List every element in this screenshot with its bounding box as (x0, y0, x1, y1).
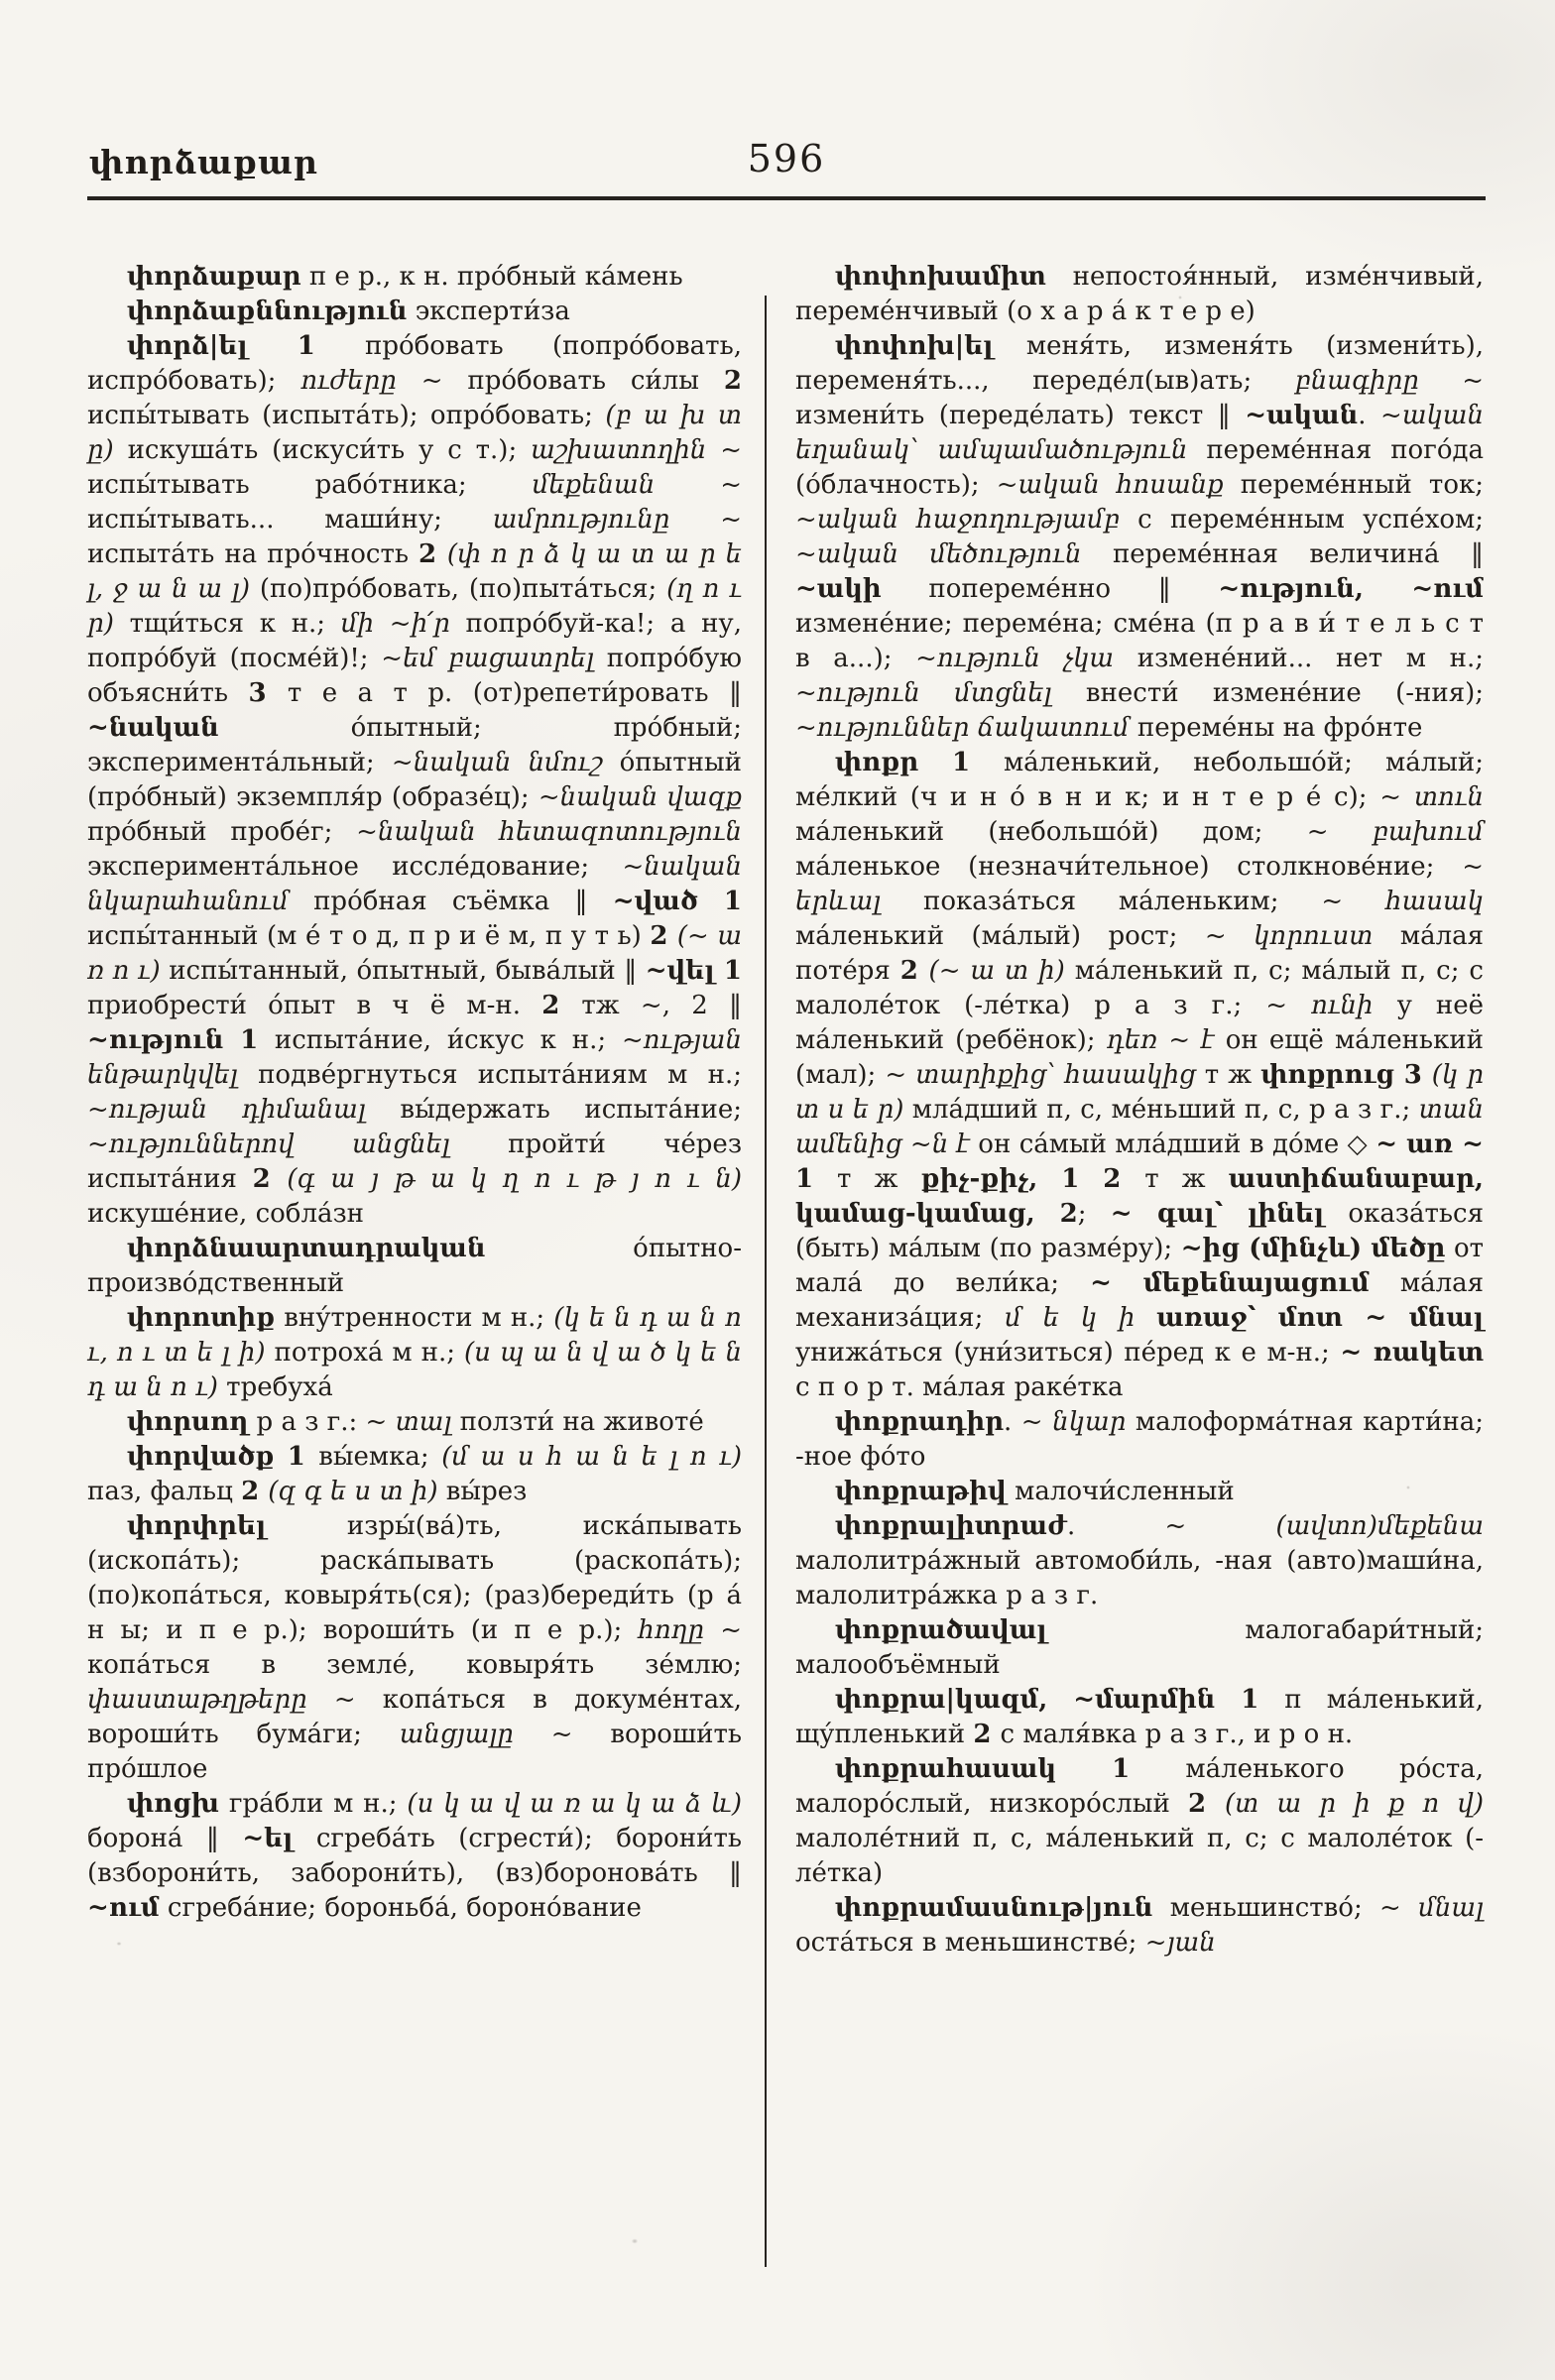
text-run: вы́рез (437, 1477, 528, 1506)
text-run: դեռ (1106, 1025, 1158, 1055)
text-run: ползти́ на животе́ (451, 1407, 704, 1437)
text-run: попро́бую объясни́ть (87, 644, 743, 708)
text-run: մ ե կ ի (1005, 1303, 1157, 1333)
text-run: от мала́ до вели́ка; (795, 1234, 1484, 1298)
text-run: ~ական մեծություն (795, 539, 1082, 569)
text-run: непостоя́нный, изме́нчивый, переме́нчивый (о х а р а́ к т е р е) (795, 262, 1484, 326)
text-run: 2 (973, 1720, 1001, 1749)
text-run: ма́ленький (небольшо́й) дом; ~ (795, 817, 1373, 847)
dictionary-entry (87, 260, 742, 295)
text-run: (բ ա խ տ ը) (87, 401, 743, 465)
text-run: ~ական հոսանք (996, 470, 1224, 500)
text-run: փորփրել (127, 1511, 267, 1541)
text-run: (ս կ ա վ ա ռ ա կ ա ձ և) (407, 1789, 742, 1819)
text-run: 2 (899, 956, 929, 986)
text-run: փոքրամասնութ|յուն (835, 1893, 1153, 1923)
dictionary-entry (795, 260, 1484, 329)
text-run: ма́ленький (ма́лый) рост; ~ (795, 921, 1255, 951)
text-run: ~ություն չկա (915, 644, 1115, 673)
dictionary-entry (87, 1301, 742, 1405)
dictionary-entry (795, 1475, 1484, 1509)
dictionary-entry (87, 295, 742, 329)
text-run: 3 (248, 678, 288, 708)
text-run: փոքրա|կազմ, ~մարմին 1 (835, 1685, 1285, 1715)
text-run: մի (340, 609, 375, 639)
dictionary-entry (87, 1232, 742, 1301)
text-run: ма́лая поте́ря (795, 921, 1484, 986)
text-run: փորվածք 1 (127, 1442, 319, 1472)
text-run: հողը (638, 1615, 704, 1645)
text-run: сгреба́ние; бороньба́, бороно́вание (159, 1893, 642, 1923)
text-run: с п о р т. ма́лая раке́тка (795, 1372, 1124, 1402)
text-run: тщи́ться к н.; (113, 609, 341, 639)
text-run: ~նական հետազոտություն (356, 817, 742, 847)
dictionary-entry (795, 1752, 1484, 1891)
text-run: ма́ленького ро́ста, малоро́слый, низкоро́слый (795, 1754, 1484, 1819)
text-run: тж ~, 2 ‖ (581, 991, 742, 1020)
text-run: մնալ (1418, 1893, 1484, 1923)
text-run: т ж (1195, 1060, 1261, 1090)
text-run: он ещё ма́ленький (мал); ~ (795, 1025, 1484, 1090)
text-run: (կ ր տ ս ե ր) (795, 1060, 1484, 1125)
text-run: 2 (541, 991, 582, 1020)
text-run: борона́ ‖ (87, 1824, 243, 1853)
text-run: փոքրադիր (835, 1407, 1005, 1437)
text-run: փոքրաթիվ (835, 1477, 1007, 1506)
text-run: малочи́сленный (1006, 1477, 1235, 1506)
text-run: ~ության դիմանալ (87, 1095, 366, 1125)
text-run: пройти́ че́рез испыта́ния (87, 1130, 742, 1194)
dictionary-entry (795, 746, 1484, 1405)
text-run: տուն (1413, 782, 1484, 812)
dictionary-entry (795, 329, 1484, 746)
text-run: փոքր 1 (835, 748, 1004, 777)
column-left (87, 260, 742, 1961)
text-run: (~ ա տ ի) (928, 956, 1065, 986)
text-run: ~ մեքենայացում (1090, 1268, 1370, 1298)
text-run: про́бный пробе́г; (87, 817, 357, 847)
text-run: փոփոխ|ել (835, 331, 994, 361)
text-run: փոքրահասակ 1 (835, 1754, 1186, 1784)
text-run: 2 (241, 1477, 269, 1506)
text-run: искуша́ть (искуси́ть у с т.); (113, 435, 532, 465)
text-run: 2 (1187, 1789, 1226, 1819)
text-run: ~յան (1144, 1928, 1216, 1958)
text-run: вну́тренности м н.; (275, 1303, 554, 1333)
page-header (87, 139, 1486, 202)
text-columns (87, 260, 1484, 1961)
text-run: ~ություններ ճակատում (795, 713, 1130, 743)
text-run: ի՛ր (411, 609, 450, 639)
dictionary-entry (87, 1787, 742, 1926)
text-run: ма́ленькое (незначи́тельное) столкнове́ние; ~ (795, 852, 1484, 882)
text-run: испы́танный (м е́ т о д, п р и ё м, п у т ь) (87, 921, 651, 951)
text-run: (ավտո)մեքենա (1275, 1511, 1484, 1541)
text-run: попереме́нно ‖ (881, 574, 1219, 604)
text-run: փաստաթղթերը (87, 1685, 307, 1715)
text-run: измене́ний... нет м н.; (1114, 644, 1484, 673)
dictionary-entry (795, 1683, 1484, 1752)
running-head: փորձաքար (89, 143, 318, 181)
text-run: տալ (395, 1407, 452, 1437)
text-run: внести́ измене́ние (-ния); (1051, 678, 1484, 708)
text-run: ма́ленький п, с; ма́лый п, с; с малоле́ток (-ле́тка) р а з г.; ~ (795, 956, 1484, 1020)
text-run: про́бовать (попро́бовать, испро́бовать); (87, 331, 742, 396)
dictionary-entry (795, 1613, 1484, 1683)
text-run: . ~ (1066, 1511, 1276, 1541)
text-run: փոքրալիտրաժ (835, 1511, 1067, 1541)
text-run: ~ակի (795, 574, 882, 604)
dictionary-entry (87, 1405, 742, 1440)
text-run: малоле́тний п, с, ма́ленький п, с; с малоле́ток (-ле́тка) (795, 1824, 1484, 1888)
text-run: ~ (374, 609, 412, 639)
text-run: приобрести́ о́пыт в ч ё м-н. (87, 991, 542, 1020)
text-run: (գ ա յ թ ա կ ղ ո ւ թ յ ո ւ ն) (287, 1164, 742, 1194)
text-run: ~ испы́тывать... маши́ну; (87, 470, 742, 535)
text-run: унижа́ться (уни́зиться) пе́ред к е м-н.; (795, 1338, 1341, 1368)
text-run: п ма́ленький, щу́пленький (795, 1685, 1484, 1749)
text-run: ма́ленький, небольшо́й; ма́лый; ме́лкий (ч и н о́ в н и к; и н т е р е́ с); ~ (795, 748, 1484, 812)
dictionary-entry (87, 1509, 742, 1787)
text-run: подве́ргнуться испыта́ниям м н.; (237, 1060, 742, 1090)
text-run: (կ ե ն դ ա ն ո ւ, ո ւ տ ե լ ի) (87, 1303, 743, 1368)
text-run: ~ության ենթարկվել (87, 1025, 742, 1090)
text-run: о́пытно-произво́дственный (87, 1234, 742, 1298)
text-run: երևալ (795, 887, 882, 916)
dictionary-entry (795, 1891, 1484, 1961)
text-run: ~ испы́тывать рабо́тника; (87, 435, 742, 500)
text-run: ամրությունը (492, 505, 670, 535)
text-run: ~ել (242, 1824, 294, 1853)
text-run: փորձնաարտադրական (127, 1234, 486, 1263)
text-run: (փ ո ր ձ կ ա տ ա ր ե լ, ջ ա ն ա լ) (87, 539, 743, 604)
dictionary-entry (795, 1509, 1484, 1613)
text-run: малогабари́тный; малообъёмный (795, 1615, 1484, 1680)
text-run: испыта́ние, и́скус к н.; (274, 1025, 622, 1055)
dictionary-entry (87, 329, 742, 1232)
text-run: 2 (723, 366, 742, 396)
text-run: փոքրուց 3 (1260, 1060, 1432, 1090)
text-run: է (1201, 1025, 1215, 1055)
text-run: ма́лая механиза́ция; (795, 1268, 1484, 1333)
text-run: вы́держать испыта́ние; (365, 1095, 743, 1125)
text-run: բնագիրը (1294, 366, 1419, 396)
text-run: паз, фальц (87, 1477, 242, 1506)
text-run: испы́тывать (испыта́ть); опро́бовать; (87, 401, 606, 430)
text-run: ~ вороши́ть про́шлое (87, 1720, 742, 1784)
column-divider (765, 296, 767, 2267)
text-run: (~ ա ռ ո ւ) (87, 921, 742, 986)
text-run: կորուստ (1254, 921, 1374, 951)
text-run: ~ (1157, 1025, 1202, 1055)
text-run: мла́дший п, с, ме́ньший п, с, р а з г.; (903, 1095, 1419, 1125)
text-run: показа́ться ма́леньким; ~ (881, 887, 1386, 916)
text-run: (ղ ո ւ ր) (87, 574, 742, 639)
text-run: (по)про́бовать, (по)пыта́ться; (250, 574, 667, 604)
text-run: (տ ա ր ի ք ո վ) (1225, 1789, 1484, 1819)
text-run: եմ բացատրել (403, 644, 595, 673)
text-run: (մ ա ս հ ա ն ե լ ո ւ) (441, 1442, 742, 1472)
text-run: ~ առ ~ 1 (795, 1130, 1484, 1194)
text-run: փորձաքննություն (127, 297, 408, 326)
dictionary-entry (87, 1440, 742, 1509)
text-run: մեքենան (532, 470, 656, 500)
text-run: անցյալը (399, 1720, 514, 1749)
page-number: 596 (747, 137, 826, 180)
text-run: ~ից (մինչև) մեծը (1180, 1234, 1446, 1263)
text-run: ուժերը (300, 366, 397, 396)
text-run: ~նական նմուշ (391, 748, 603, 777)
text-run: ~նական (87, 713, 219, 743)
column-right (795, 260, 1484, 1961)
text-run: оказа́ться (быть) ма́лым (по разме́ру); (795, 1199, 1485, 1263)
text-run: (զ գ ե ս տ ի) (268, 1477, 438, 1506)
text-run: ~ություններով անցնել (87, 1130, 450, 1159)
text-run: ~ություն մտցնել (795, 678, 1052, 708)
text-run: (ս պ ա ն վ ա ծ կ ե ն դ ա ն ո ւ) (87, 1338, 742, 1402)
text-run: նկար (1052, 1407, 1127, 1437)
text-run: т ж (1144, 1164, 1229, 1194)
text-run: փորոտիք (127, 1303, 276, 1333)
text-run: испы́танный, о́пытный, быва́лый ‖ (160, 956, 646, 986)
text-run: т ж (836, 1164, 921, 1194)
text-run: гра́бли м н.; (219, 1789, 408, 1819)
text-run: эксперимента́льное иссле́дование; (87, 852, 623, 882)
text-run: малолитра́жный автомоби́ль, -ная (авто)маши́на, малолитра́жка р а з г. (795, 1546, 1484, 1610)
text-run: տարիքից՝ հասակից (915, 1060, 1196, 1090)
text-run: ~ копа́ться в докуме́нтах, вороши́ть бума́ги; (87, 1685, 742, 1749)
text-run: про́бная съёмка ‖ (288, 887, 613, 916)
text-run: у неё ма́ленький (ребёнок); (795, 991, 1484, 1055)
text-run: բախում (1372, 817, 1484, 847)
text-run: աստիճանաբար, կամաց-կամաց, 2 (795, 1164, 1484, 1229)
text-run: вы́емка; (318, 1442, 442, 1472)
text-run: переме́нный ток; (1223, 470, 1484, 500)
text-run: с переме́нным успе́хом; (1119, 505, 1484, 535)
text-run: сгреба́ть (сгрести́); борони́ть (взборони́ть, заборони́ть), (вз)боронова́ть ‖ (87, 1824, 742, 1888)
text-run: изры́(ва́)ть, иска́пывать (ископа́ть); раска́пывать (раскопа́ть); (по)копа́ться, ковыря́ть(ся); (раз)береди́ть (р а́ н ы; и п е р.); вороши́ть (и п е р.); (87, 1511, 742, 1645)
text-run: оста́ться в меньшинстве́; (795, 1928, 1145, 1958)
text-run: ~նական վազք (538, 782, 742, 812)
text-run: ~ про́бовать си́лы (396, 366, 724, 396)
text-run: ; (1077, 1199, 1111, 1229)
text-run: меньшинство́; ~ (1152, 1893, 1419, 1923)
text-run: малоформа́тная карти́на; -ное фо́то (795, 1407, 1484, 1472)
text-run: ունի (1311, 991, 1374, 1020)
text-run: աշխատողին (531, 435, 707, 465)
header-rule (87, 196, 1486, 200)
text-run: меня́ть, изменя́ть (измени́ть), переменя́ть..., переде́л(ыв)ать; (795, 331, 1484, 396)
text-run: попро́буй-ка!; а ну, попро́буй (посме́й)!; ~ (87, 609, 742, 673)
text-run: 2 (252, 1164, 288, 1194)
text-run: առաջ՝ մոտ ~ մնալ (1156, 1303, 1484, 1333)
text-run: т е а т р. (от)репети́ровать ‖ (287, 678, 742, 708)
text-run: о́пытный; про́бный; эксперимента́льный; (87, 713, 742, 777)
text-run: փոփոխամիտ (835, 262, 1046, 292)
text-run: տան ամենից (795, 1095, 1484, 1159)
text-run: ~ված 1 (612, 887, 742, 916)
text-run: քիչ-քիչ, 1 2 (920, 1164, 1145, 1194)
text-run: ~ում (87, 1893, 160, 1923)
text-run: . ~ (1004, 1407, 1053, 1437)
text-run: ~ական (1245, 401, 1359, 430)
text-run: փոքրածավալ (835, 1615, 1047, 1645)
text-run: ~ копа́ться в земле́, ковыря́ть зе́млю; (87, 1615, 742, 1680)
text-run: . (1358, 401, 1381, 430)
text-run: ~ գալ՝ լինել (1110, 1199, 1325, 1229)
text-run: ~ություն, ~ում (1218, 574, 1484, 604)
text-run: հասակ (1385, 887, 1484, 916)
text-run: р а з г.: ~ (248, 1407, 396, 1437)
text-run: ~նական նկարահանում (87, 852, 742, 916)
text-run: он са́мый мла́дший в до́ме ◇ (969, 1130, 1376, 1159)
text-run: ~վել 1 (645, 956, 742, 986)
text-run: искуше́ние, собла́зн (87, 1199, 364, 1229)
text-run: 2 (650, 921, 677, 951)
text-run: ~ испыта́ть на про́чность (87, 505, 742, 569)
text-run: ~ական հաջողությամբ (795, 505, 1120, 535)
text-run: п е р., к н. про́бный ка́мень (300, 262, 683, 292)
text-run: с маля́вка р а з г., и р о н. (1000, 1720, 1354, 1749)
text-run: փորսող (127, 1407, 249, 1437)
text-run: переме́ны на фро́нте (1129, 713, 1423, 743)
text-run: переме́нная величина́ ‖ (1081, 539, 1485, 569)
text-run: ~ измени́ть (переде́лать) текст ‖ (795, 366, 1484, 430)
dictionary-entry (795, 1405, 1484, 1475)
text-run: փորձաքար (127, 262, 301, 292)
text-run: ~ություն 1 (87, 1025, 275, 1055)
text-run: փորձ|ել 1 (127, 331, 365, 361)
text-run: эксперти́за (407, 297, 570, 326)
text-run: измене́ние; переме́на; сме́на (п р а в и́ т е л ь с т в а...); (795, 609, 1484, 673)
text-run: ն է (931, 1130, 970, 1159)
text-run: требуха́ (217, 1372, 333, 1402)
text-run: ~ ռակետ (1340, 1338, 1485, 1368)
text-run: ~ (901, 1130, 932, 1159)
text-run: переме́нная пого́да (о́блачность); (795, 435, 1484, 500)
text-run: потроха́ м н.; (265, 1338, 465, 1368)
text-run: փոցխ (127, 1789, 220, 1819)
text-run: о́пытный (про́бный) экземпля́р (образе́ц); (87, 748, 742, 812)
text-run: 2 (419, 539, 447, 569)
text-run: ~ական եղանակ՝ ամպամածություն (795, 401, 1485, 465)
